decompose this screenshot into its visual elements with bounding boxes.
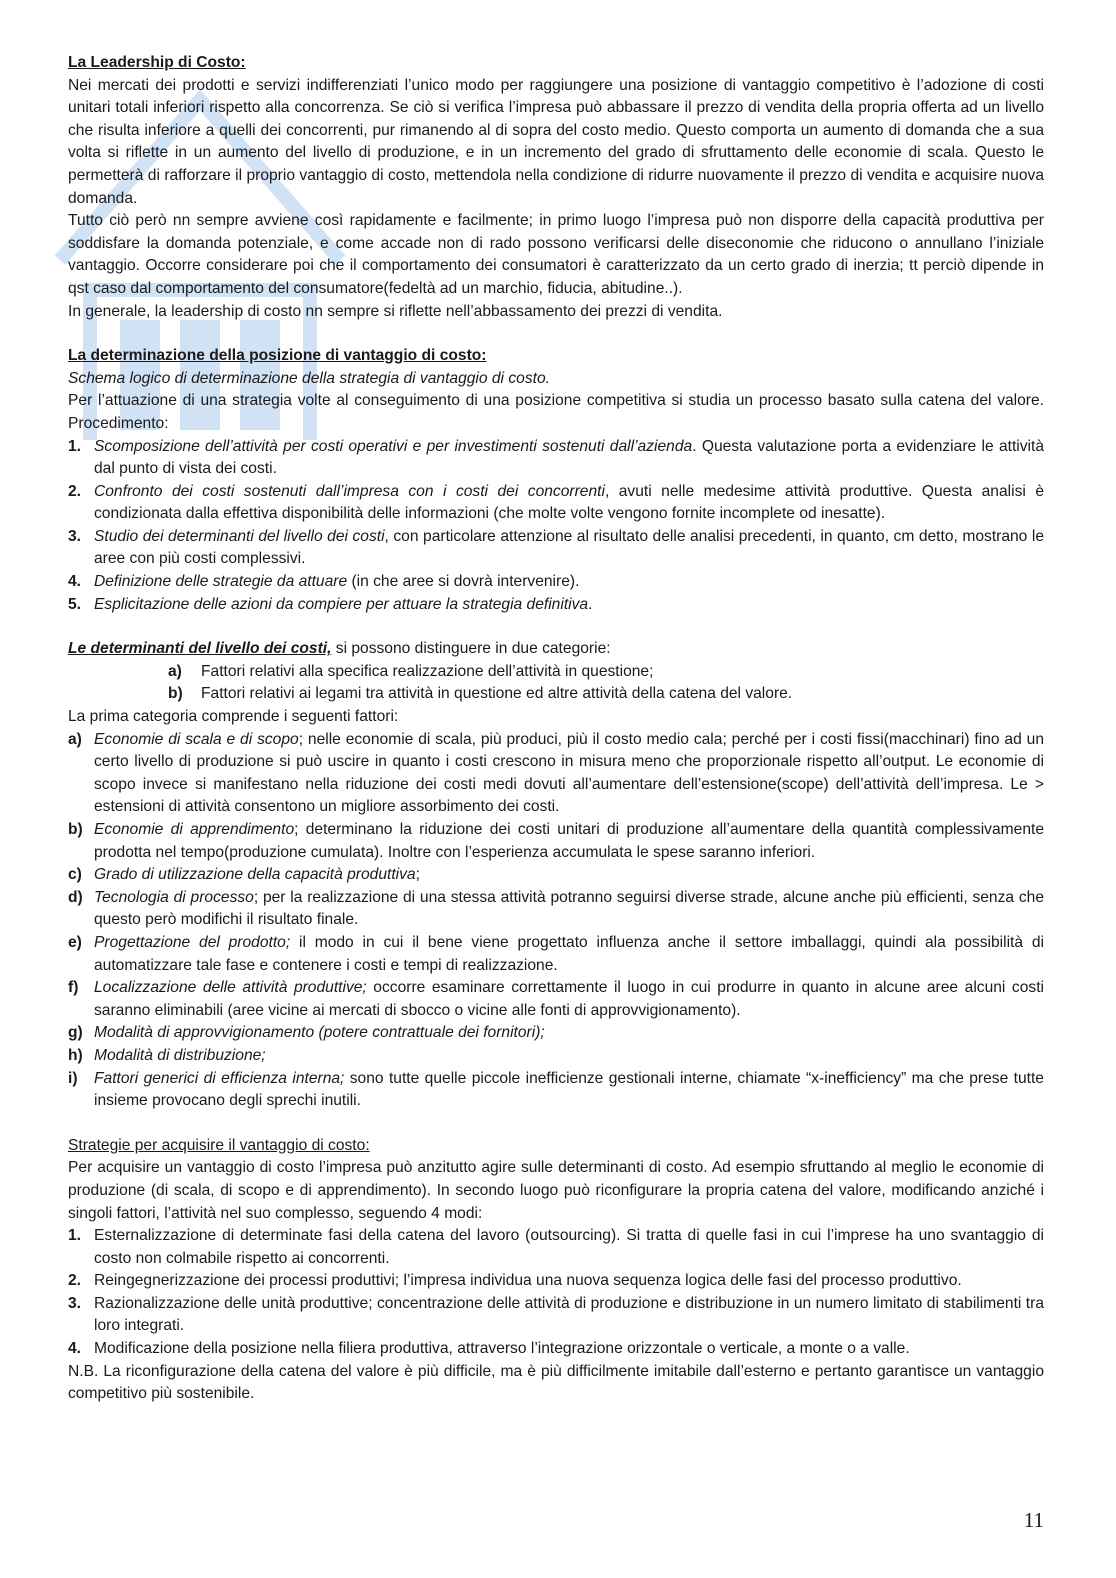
note-paragraph: N.B. La riconfigurazione della catena del valore è più difficile, ma è più difficilmente imitabile dall’esterno e pertanto garantisce un vantaggio competitivo più sostenibile.: [68, 1362, 1044, 1403]
list-item: i) Fattori generici di efficienza interna; sono tutte quelle piccole inefficienze gestionali interne, chiamate “x-inefficiency” ma che prese tutte insieme provocano degli sprechi inutili.: [68, 1069, 1044, 1110]
modes-list: [68, 1225, 1044, 1361]
list-item: a) Economie di scala e di scopo; nelle economie di scala, più produci, più il costo medio cala; perché per i costi fissi(macchinari) fino ad un certo livello di produzione si può uscire in quanto i costi crescono in misura meno che proporzionale rispetto all’output. Le economie di scopo invece si manifestano nella riduzione dei costi medi dovuti all’aumentare dell’estensione(scope) dell’attività dell’impresa. Le > estensioni di attività consentono un migliore assorbimento dei costi.: [68, 730, 1044, 816]
section-title-determinazione: La determinazione della posizione di vantaggio di costo:: [68, 347, 487, 365]
list-item: c) Grado di utilizzazione della capacità produttiva;: [68, 866, 420, 884]
list-item: a) Fattori relativi alla specifica realizzazione dell’attività in questione;: [168, 662, 654, 680]
section-title-determinanti: Le determinanti del livello dei costi, si possono distinguere in due categorie:: [68, 640, 611, 658]
factor-list: [68, 729, 1044, 1113]
list-item: 1. Esternalizzazione di determinate fasi della catena del lavoro (outsourcing). Si tratta di quelle fasi in cui l’imprese ha uno svantaggio di costo non colmabile rispetto ai concorrenti.: [68, 1227, 1044, 1267]
paragraph: Per acquisire un vantaggio di costo l’impresa può anzitutto agire sulle determinanti di costo. Ad esempio sfruttando al meglio le economie di produzione (di scala, di scopo e di apprendimento). In secondo luogo può riconfigurare la propria catena del valore, modificando anziché i singoli fattori, l’attività nel suo complesso, seguendo 4 modi:: [68, 1159, 1044, 1222]
list-item: 4. Modificazione della posizione nella filiera produttiva, attraverso l’integrazione orizzontale o verticale, a monte o a valle.: [68, 1340, 910, 1358]
list-item: 1. Scomposizione dell’attività per costi operativi e per investimenti sostenuti dall’azienda. Questa valutazione porta a evidenziare le attività dal punto di vista dei costi.: [68, 437, 1045, 478]
list-item: h) Modalità di distribuzione;: [68, 1046, 266, 1064]
paragraph: Tutto ciò però nn sempre avviene così rapidamente e facilmente; in primo luogo l’impresa può non disporre della capacità produttiva per soddisfare la domanda potenziale, e come accade non di rado possono verificarsi delle diseconomie che riducono o annullano l’iniziale vantaggio. Occorre considerare poi che il comportamento dei consumatori è caratterizzato da un certo grado di inerzia; tt perciò dipende in qst caso dal comportamento del consumatore(fedeltà ad un marchio, fiducia, abitudine..).: [68, 212, 1044, 297]
document-page: [68, 52, 1044, 1406]
list-item: b) Economie di apprendimento; determinano la riduzione dei costi unitari di produzione all’aumentare della quantità complessivamente prodotta nel tempo(produzione cumulata). Inoltre con l’esperienza accumulata le spese saranno inferiori.: [68, 821, 1044, 861]
category-list: [68, 661, 1044, 706]
list-item: 3. Razionalizzazione delle unità produttive; concentrazione delle attività di produzione e distribuzione in un numero limitato di stabilimenti tra loro integrati.: [68, 1294, 1044, 1335]
list-item: 2. Reingegnerizzazione dei processi produttivi; l’impresa individua una nuova sequenza logica delle fasi del processo produttivo.: [68, 1272, 962, 1290]
procedure-list: [68, 436, 1044, 617]
list-item: e) Progettazione del prodotto; il modo in cui il bene viene progettato influenza anche il settore imballaggi, quindi ala possibilità di automatizzare tale fase e contenere i costi e tempi di realizzazione.: [68, 933, 1044, 974]
page-number: 11: [1023, 1508, 1044, 1532]
list-item: 5. Esplicitazione delle azioni da compiere per attuare la strategia definitiva.: [68, 595, 593, 613]
list-item: 4. Definizione delle strategie da attuare (in che aree si dovrà intervenire).: [68, 573, 580, 591]
paragraph: Per l’attuazione di una strategia volte al conseguimento di una posizione competitiva si studia un processo basato sulla catena del valore. Procedimento:: [68, 392, 1044, 432]
paragraph: La prima categoria comprende i seguenti fattori:: [68, 708, 399, 726]
list-item: f) Localizzazione delle attività produttive; occorre esaminare correttamente il luogo in cui produrre in quanto in alcune aree alcuni costi saranno eliminabili (aree vicine ai mercati di sbocco o vicine alle fonti di approvvigionamento).: [68, 979, 1044, 1019]
list-item: 2. Confronto dei costi sostenuti dall’impresa con i costi dei concorrenti, avuti nelle medesime attività produttive. Questa analisi è condizionata dalla effettiva disponibilità delle informazioni (che molte volte vengono fornite incomplete od inesatte).: [68, 482, 1044, 523]
section-subtitle: Schema logico di determinazione della strategia di vantaggio di costo.: [68, 369, 550, 387]
paragraph: In generale, la leadership di costo nn sempre si riflette nell’abbassamento dei prezzi di vendita.: [68, 302, 723, 320]
list-item: 3. Studio dei determinanti del livello dei costi, con particolare attenzione al risultato delle analisi precedenti, in quanto, cm detto, mostrano le aree con più costi complessivi.: [68, 527, 1044, 568]
section-title-leadership: La Leadership di Costo:: [68, 54, 246, 71]
section-title-strategie: Strategie per acquisire il vantaggio di costo:: [68, 1136, 370, 1154]
list-item: g) Modalità di approvvigionamento (potere contrattuale dei fornitori);: [68, 1024, 545, 1042]
list-item: b) Fattori relativi ai legami tra attività in questione ed altre attività della catena del valore.: [168, 685, 793, 703]
list-item: d) Tecnologia di processo; per la realizzazione di una stessa attività potranno seguirsi diverse strade, alcune anche più efficienti, senza che questo però modifichi il risultato finale.: [68, 888, 1044, 929]
paragraph: Nei mercati dei prodotti e servizi indifferenziati l’unico modo per raggiungere una posizione di vantaggio competitivo è l’adozione di costi unitari totali inferiori rispetto alla concorrenza. Se ciò si verifica l’impresa può abbassare il prezzo di vendita della propria offerta ad un livello che risulta inferiore a quelli dei concorrenti, pur rimanendo al di sopra del costo medio. Questo comporta un aumento di domanda che a sua volta si riflette in un aumento del livello di produzione, e in un incremento del grado di sfruttamento delle economie di scala. Questo le permetterà di rafforzare il proprio vantaggio di costo, mettendola nella condizione di ridurre nuovamente il prezzo di vendita e acquisire nuova domanda.: [68, 76, 1044, 207]
